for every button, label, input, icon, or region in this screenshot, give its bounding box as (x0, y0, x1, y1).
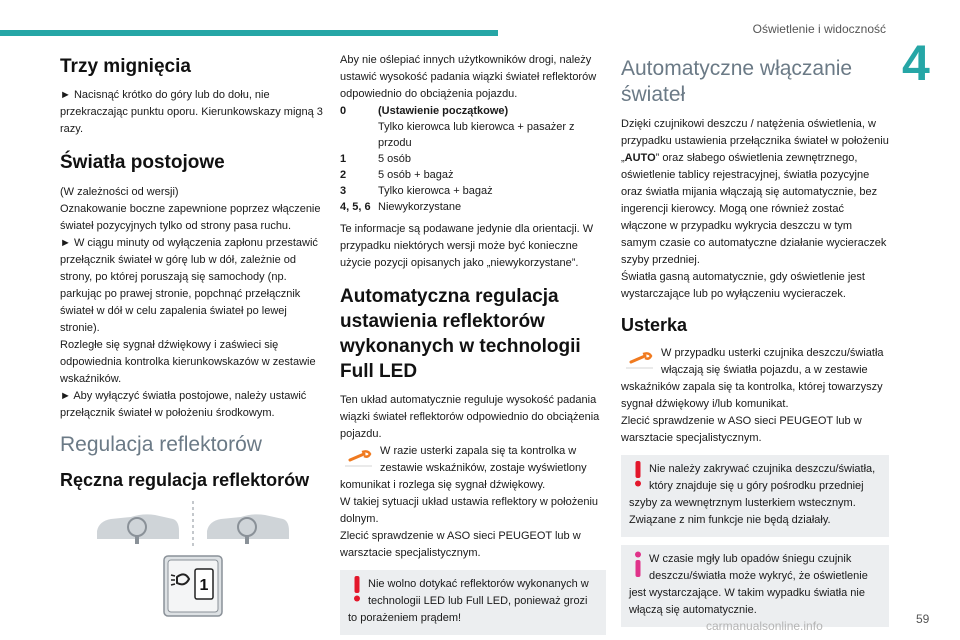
paragraph-fault (340, 443, 606, 494)
warning-exclamation-icon (348, 576, 366, 606)
heading-swiatla-postojowe: Światła postojowe (60, 151, 225, 173)
warning-box-sensor (621, 455, 889, 537)
illustration-thumbwheel (60, 555, 325, 617)
column-1 (60, 52, 325, 617)
headlamp-fault-icon (340, 445, 376, 473)
paragraph-auto-reg: Ten układ automatycznie reguluje wysokość padania wiązki świateł reflektorów odpowiednio do obciążenia pojazdu. (340, 394, 600, 440)
paragraph-postojowe-1: (W zależności od wersji) (60, 185, 179, 198)
info-icon (629, 551, 647, 581)
paragraph-fault-2: W takiej sytuacji układ ustawia reflektory w położeniu dolnym. (340, 496, 599, 525)
warning-box-led (340, 570, 606, 635)
heading-automatyczne-wlaczanie: Automatyczne włączanie świateł (621, 57, 853, 106)
running-header: Oświetlenie i widoczność (752, 22, 886, 36)
load-code: 3 (340, 185, 347, 197)
illustration-car-levels (60, 501, 325, 547)
paragraph-postojowe-5: ► Aby wyłączyć światła postojowe, należy ustawić przełącznik świateł w położeniu środkowym. (60, 389, 307, 419)
header-accent-bar (0, 30, 498, 36)
paragraph-auto-1: Dzięki czujnikowi deszczu / natężenia oświetlenia, w przypadku ustawienia przełącznika świateł w położeniu „AUTO” oraz słabego oświetlenia zewnętrznego, oświetlenie tablicy rejestracyjnej, światła pozycyjne oraz światła mijania włączają się automatycznie, bez ingerencji kierowcy. Mogą one również zostać włączone w przypadku wykrycia deszczu w tym samym czasie co automatyczne działanie wycieraczek szyby przedniej. (621, 118, 889, 266)
auto-keyword: AUTO (624, 152, 656, 164)
warning-exclamation-icon (629, 461, 647, 491)
load-desc: Tylko kierowca + bagaż (378, 185, 493, 197)
load-desc: 5 osób + bagaż (378, 169, 454, 181)
paragraph-trzy: ► Nacisnąć krótko do góry lub do dołu, nie przekraczając punktu oporu. Kierunkowskazy migną 3 razy. (60, 88, 323, 135)
paragraph-usterka-2: Zlecić sprawdzenie w ASO sieci PEUGEOT lub w warsztacie specjalistycznym. (621, 414, 862, 444)
load-positions-table (340, 103, 606, 215)
usterka-text: W przypadku usterki czujnika deszczu/światła włączają się światła pojazdu, a w zestawie wskaźników zapala się ta kontrolka, której towarzyszy sygnał dźwiękowy i/lub komunikat. (621, 346, 884, 410)
svg-text:1: 1 (199, 577, 208, 595)
load-desc: Tylko kierowca lub kierowca + pasażer z przodu (378, 121, 575, 149)
column-3 (621, 52, 889, 627)
load-row (340, 183, 606, 199)
load-label: (Ustawienie początkowe) (378, 105, 509, 117)
car-level-icon (203, 501, 293, 547)
load-row (340, 103, 606, 119)
paragraph-usterka-1 (621, 345, 889, 413)
load-code: 2 (340, 169, 347, 181)
paragraph-postojowe-4: Rozległe się sygnał dźwiękowy i zaświeci się odpowiednia kontrolka kierunkowskazów w zestawie wskaźników. (60, 338, 316, 385)
paragraph-auto-2: Światła gasną automatycznie, gdy oświetlenie jest wystarczające lub po wyłączeniu wycieraczek. (621, 271, 865, 300)
page-number: 59 (916, 612, 930, 626)
load-row (340, 199, 606, 215)
heading-regulacja-reflektorow: Regulacja reflektorów (60, 432, 262, 456)
paragraph-fault-3: Zlecić sprawdzenie w ASO sieci PEUGEOT lub w warsztacie specjalistycznym. (340, 530, 581, 559)
load-code: 1 (340, 153, 347, 165)
car-level-icon (93, 501, 183, 547)
heading-auto-regulacja: Automatyczna regulacja ustawienia reflektorów wykonanych w technologii Full LED (340, 286, 581, 382)
heading-reczna-regulacja: Ręczna regulacja reflektorów (60, 469, 310, 490)
paragraph-intro: Aby nie oślepiać innych użytkowników drogi, należy ustawić wysokość padania wiązki świateł reflektorów odpowiednio do obciążenia pojazdu. (340, 54, 597, 100)
load-code: 0 (340, 105, 347, 117)
divider-dashed (191, 501, 195, 547)
paragraph-postojowe-2: Oznakowanie boczne zapewnione poprzez włączenie świateł pozycyjnych tylko od strony pasa ruchu. (60, 202, 321, 232)
heading-usterka: Usterka (621, 315, 688, 335)
paragraph-postojowe-3: ► W ciągu minuty od wyłączenia zapłonu przestawić przełącznik świateł w górę lub w dół, zależnie od strony, po której poruszają się samochody (np. parkując po prawej stronie, popchnąć przełącznik świateł w dół w celu zapalenia świateł po lewej stronie). (60, 236, 318, 334)
load-desc: Niewykorzystane (378, 201, 462, 213)
load-code: 4, 5, 6 (340, 201, 371, 213)
chapter-number: 4 (902, 35, 930, 91)
watermark: carmanualsonline.info (706, 619, 823, 633)
warning-led-text: Nie wolno dotykać reflektorów wykonanych w technologii LED lub Full LED, ponieważ grozi to porażeniem prądem! (348, 578, 589, 624)
fault-text: W razie usterki zapala się ta kontrolka w zestawie wskaźników, zostaje wyświetlony komunikat i rozlega się sygnał dźwiękowy. (340, 445, 587, 491)
load-desc: 5 osób (378, 153, 412, 165)
headlamp-adjust-thumbwheel-icon (163, 555, 223, 617)
warning-sensor-text: Nie należy zakrywać czujnika deszczu/światła, który znajduje się u góry pośrodku przedniej szyby za wewnętrznym lusterkiem wstecznym. Związane z nim funkcje nie będą działały. (629, 462, 876, 526)
column-2 (340, 52, 606, 635)
paragraph-info: Te informacje są podawane jedynie dla orientacji. W przypadku niektórych wersji może być konieczne użycie pozycji opisanych jako „niewykorzystane”. (340, 223, 594, 269)
info-box-fog (621, 545, 889, 627)
heading-trzy-migniecia: Trzy mignięcia (60, 56, 191, 77)
load-row (340, 151, 606, 167)
info-fog-text: W czasie mgły lub opadów śniegu czujnik deszczu/światła może wykryć, że oświetlenie jest wystarczające. W takim wypadku światła nie włączą się automatycznie. (629, 552, 868, 616)
rain-light-sensor-fault-icon (621, 347, 657, 375)
load-row (340, 167, 606, 183)
